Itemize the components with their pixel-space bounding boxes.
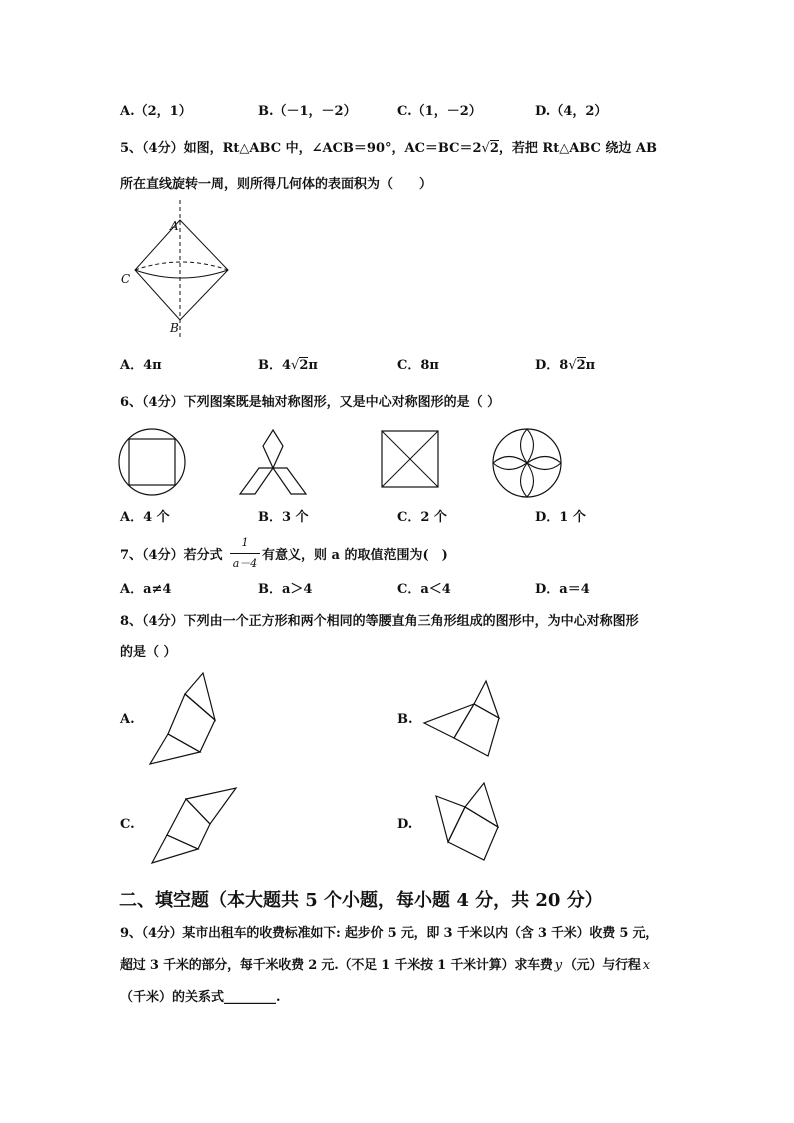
q8-stem-line2: 的是（ ） xyxy=(120,645,177,660)
q5-stem-part2: ，若把 Rt△ABC 绕边 AB xyxy=(498,141,658,156)
q7-option-a: A．a≠4 xyxy=(120,582,172,597)
q5-option-d-pre: D．8 xyxy=(535,358,569,373)
q5-label-c: C xyxy=(121,272,131,286)
q5-option-d-sqrt-arg: 2 xyxy=(576,358,586,373)
q6-figure-square-x xyxy=(381,430,439,488)
q4-option-c: C.（1，－2） xyxy=(397,104,482,119)
q6-figure-four-petals xyxy=(492,428,562,498)
q8-label-a: A. xyxy=(120,712,135,727)
sqrt-symbol: √ xyxy=(481,141,490,156)
q5-option-b xyxy=(258,358,318,374)
q7-fraction-denominator: a－4 xyxy=(232,557,258,570)
q7-option-c: C．a＜4 xyxy=(397,582,451,597)
q8-figure-b xyxy=(422,680,507,760)
q5-option-a: A．4π xyxy=(120,358,162,373)
q5-option-b-pre: B．4 xyxy=(258,358,292,373)
q5-stem-part1: 5、（4分）如图，Rt△ABC 中，∠ACB＝90°，AC＝BC＝2 xyxy=(120,141,482,156)
q5-option-b-post: π xyxy=(308,358,318,373)
q6-figure-square-in-circle xyxy=(118,428,186,496)
q5-option-d xyxy=(535,358,595,374)
q5-sqrt-arg: 2 xyxy=(489,141,499,156)
q7-fraction-numerator: 1 xyxy=(241,536,249,549)
q5-label-b: B xyxy=(170,321,179,335)
q8-figure-d xyxy=(434,782,502,864)
sqrt-symbol: √ xyxy=(291,358,300,373)
q4-option-a: A.（2，1） xyxy=(120,104,192,119)
sqrt-symbol: √ xyxy=(568,358,577,373)
q8-label-b: B. xyxy=(397,712,413,727)
q7-fraction-bar xyxy=(230,553,260,554)
q5-stem-line1 xyxy=(120,141,657,157)
q8-figure-a xyxy=(148,672,218,767)
q5-option-c: C．8π xyxy=(397,358,439,373)
q8-figure-c xyxy=(150,787,238,865)
q5-option-d-post: π xyxy=(585,358,596,373)
q5-stem-line2: 所在直线旋转一周，则所得几何体的表面积为（ ） xyxy=(120,177,433,192)
q4-option-d: D.（4，2） xyxy=(535,104,608,119)
q7-option-d: D．a＝4 xyxy=(535,582,590,597)
q9-var-y: y xyxy=(554,958,562,973)
section-title-fill-in-blank: 二、填空题（本大题共 5 个小题，每小题 4 分，共 20 分） xyxy=(119,890,603,911)
q8-label-c: C. xyxy=(120,817,135,832)
q7-stem-post: 有意义，则 a 的取值范围为( ) xyxy=(262,548,448,563)
q8-label-d: D. xyxy=(397,817,413,832)
q9-stem-line2 xyxy=(120,958,652,974)
q6-option-c: C．2 个 xyxy=(397,510,447,525)
q9-stem-line2-pre: 超过 3 千米的部分，每千米收费 2 元.（不足 1 千米按 1 千米计算）求车费 xyxy=(120,958,553,973)
q6-stem: 6、（4分）下列图案既是轴对称图形，又是中心对称图形的是（ ） xyxy=(120,395,501,410)
q9-stem-line1: 9、（4分）某市出租车的收费标准如下: 起步价 5 元，即 3 千米以内（含 3 千米）收费 5 元， xyxy=(120,926,659,941)
q5-label-a: A xyxy=(170,219,179,233)
q5-option-b-sqrt-arg: 2 xyxy=(299,358,309,373)
q7-option-b: B．a＞4 xyxy=(258,582,313,597)
q4-option-b: B.（－1，－2） xyxy=(258,104,357,119)
q7-stem-pre: 7、（4分）若分式 xyxy=(120,548,223,563)
q8-stem-line1: 8、（4分）下列由一个正方形和两个相同的等腰直角三角形组成的图形中，为中心对称图形 xyxy=(120,614,639,629)
q6-option-a: A．4 个 xyxy=(120,510,170,525)
q5-double-cone-figure xyxy=(118,210,248,340)
q6-option-b: B．3 个 xyxy=(258,510,309,525)
q9-stem-line3: （千米）的关系式________. xyxy=(120,990,281,1005)
q9-stem-line2-mid: （元）与行程 xyxy=(563,958,641,973)
q6-option-d: D．1 个 xyxy=(535,510,586,525)
q9-var-x: x xyxy=(642,958,650,973)
q6-figure-three-rhombi xyxy=(237,428,309,496)
